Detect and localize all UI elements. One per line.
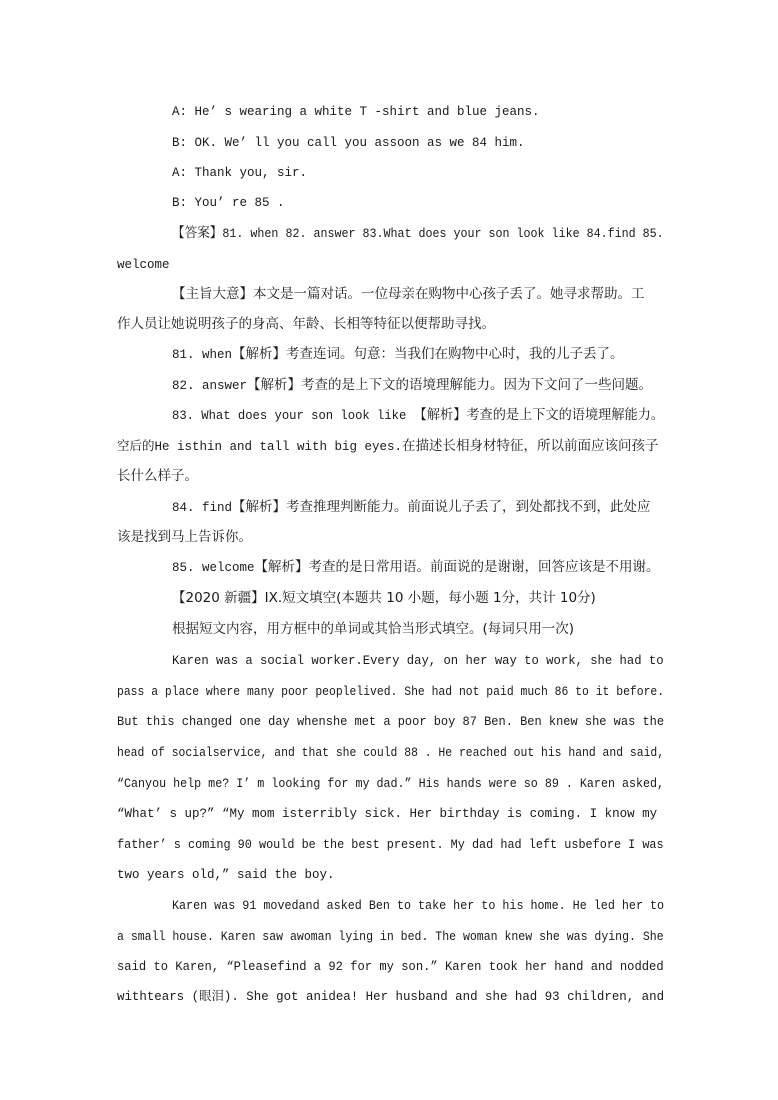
analysis-83-tag: 【解析】	[413, 407, 467, 423]
analysis-85-tag: 【解析】	[254, 559, 309, 575]
analysis-84-line-2: 该是找到马上告诉你。	[117, 529, 252, 545]
summary-tag: 【主旨大意】	[172, 286, 253, 302]
dialogue-line-2: B: OK. We’ ll you call you assoon as we 84 him.	[172, 136, 525, 150]
passage-p1-line-3: But this changed one day whenshe met a poor boy 87 Ben. Ben knew she was the	[117, 715, 665, 729]
passage-p1-line-4: head of socialservice, and that she could 88 . He reached out his hand and said,	[117, 746, 665, 760]
passage-p1-line-1: Karen was a social worker.Every day, on her way to work, she had to	[172, 654, 664, 668]
passage-p2-line-3: said to Karen, “Pleasefind a 92 for my son.” Karen took her hand and nodded	[117, 960, 664, 974]
analysis-81-answer: 81. when	[172, 348, 233, 362]
analysis-81-text: 考查连词。句意：当我们在购物中心时，我的儿子丢了。	[286, 346, 624, 362]
analysis-82-tag: 【解析】	[247, 377, 302, 393]
analysis-84	[172, 498, 651, 517]
passage-p2-line-2: a small house. Karen saw awoman lying in bed. The woman knew she was dying. She	[117, 930, 664, 944]
answer-line-1	[172, 224, 664, 243]
summary-line-1	[172, 285, 645, 303]
passage-p2-line-4: withtears (眼泪). She got anidea! Her husband and she had 93 children, and	[117, 990, 665, 1004]
analysis-83-line-2-english: 空后的He isthin and tall with big eyes.	[117, 440, 403, 454]
dialogue-line-4: B: You’ re 85 .	[172, 196, 285, 210]
section-title: 【2020 新疆】IX.短文填空(本题共 10 小题，每小题 1分，共计 10分)	[172, 590, 596, 606]
passage-p1-line-5: “Canyou help me? I’ m looking for my dad.” His hands were so 89 . Karen asked,	[117, 777, 665, 791]
passage-p1-line-6: “What’ s up?” “My mom isterribly sick. Her birthday is coming. I know my	[117, 807, 658, 821]
passage-p1-line-7: father’ s coming 90 would be the best present. My dad had left usbefore I was	[117, 838, 664, 852]
analysis-85-answer: 85. welcome	[172, 561, 255, 575]
section-instruction: 根据短文内容，用方框中的单词或其恰当形式填空。(每词只用一次)	[172, 621, 575, 637]
passage-p1-line-8: two years old,” said the boy.	[117, 868, 335, 882]
analysis-85-text: 考查的是日常用语。前面说的是谢谢，回答应该是不用谢。	[308, 559, 660, 575]
analysis-81	[172, 345, 624, 364]
passage-p2-line-1: Karen was 91 movedand asked Ben to take her to his home. He led her to	[172, 899, 665, 913]
analysis-85	[172, 558, 660, 577]
analysis-84-text: 考查推理判断能力。前面说儿子丢了，到处都找不到，此处应	[286, 499, 651, 515]
analysis-82	[172, 376, 652, 395]
analysis-82-text: 考查的是上下文的语境理解能力。因为下文问了一些问题。	[301, 377, 653, 393]
summary-line-2: 作人员让她说明孩子的身高、年龄、长相等特征以便帮助寻找。	[117, 316, 495, 332]
answer-text: 81. when 82. answer 83.What does your son look like 84.find 85.	[222, 227, 664, 241]
analysis-84-tag: 【解析】	[232, 499, 287, 515]
analysis-81-tag: 【解析】	[232, 346, 287, 362]
answer-line-2: welcome	[117, 258, 170, 272]
passage-p1-line-2: pass a place where many poor peoplelived. She had not paid much 86 to it before.	[117, 685, 665, 699]
answer-tag: 【答案】	[172, 225, 223, 241]
analysis-82-answer: 82. answer	[172, 379, 248, 393]
analysis-83-text: 考查的是上下文的语境理解能力。	[466, 407, 665, 423]
analysis-83-line-2-chinese: 在描述长相身材特征，所以前面应该问孩子	[402, 438, 659, 454]
dialogue-line-1: A: He’ s wearing a white T -shirt and blue jeans.	[172, 105, 540, 119]
analysis-83-line-2	[117, 437, 659, 456]
analysis-83	[172, 406, 664, 425]
analysis-83-line-3: 长什么样子。	[117, 468, 198, 484]
analysis-83-answer: 83. What does your son look like	[172, 409, 414, 423]
analysis-84-answer: 84. find	[172, 501, 233, 515]
dialogue-line-3: A: Thank you, sir.	[172, 166, 308, 180]
summary-text: 本文是一篇对话。一位母亲在购物中心孩子丢了。她寻求帮助。工	[253, 286, 645, 302]
